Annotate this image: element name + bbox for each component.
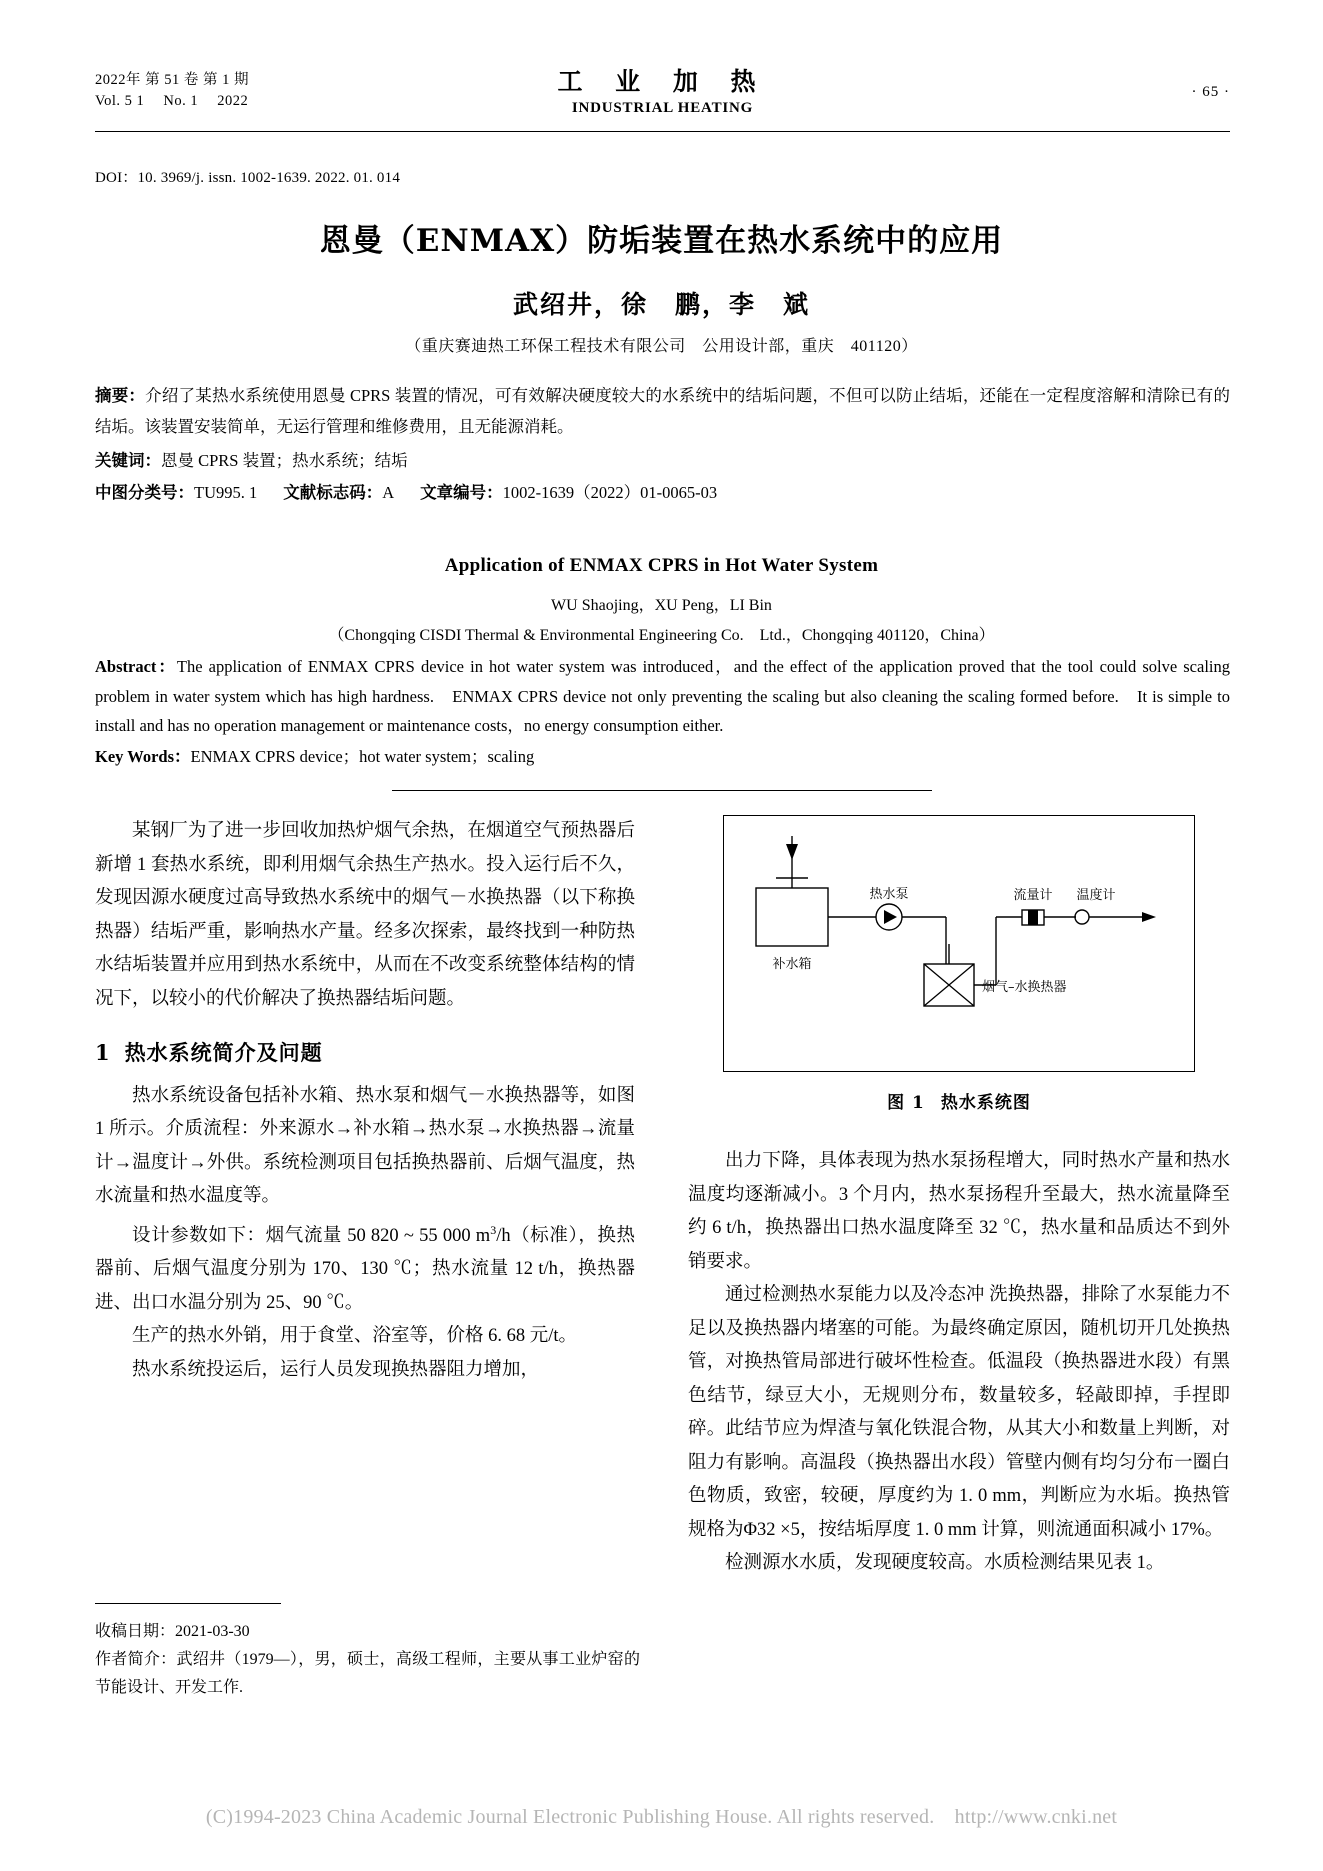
copyright-notice: (C)1994-2023 China Academic Journal Electronic Publishing House. All rights reserved. http://www.cnki.net: [205, 1806, 1118, 1828]
clc-value: TU995. 1: [194, 483, 258, 502]
author-bio-label: 作者简介：: [95, 1651, 177, 1668]
author-bio-line: [95, 1646, 640, 1702]
journal-title-cn: 工 业 加 热: [557, 67, 768, 96]
issue-info-cn: 2022年 第 51 卷 第 1 期: [95, 72, 249, 88]
design-params-sup: 3: [490, 1222, 497, 1237]
received-date-line: [95, 1618, 640, 1646]
abstract-en-text: The application of ENMAX CPRS device in hot water system was introduced，and the effect of the application proved that the tool could solve scaling problem in water system which has high hardness. ENMAX CPRS device not only preventing the scaling but also cleaning the scaling formed before. It is simple to install and has no operation management or maintenance costs，no energy consumption either.: [95, 657, 1230, 735]
received-date-label: 收稿日期：: [95, 1623, 176, 1640]
design-params-a: 设计参数如下：烟气流量 50 820 ~ 55 000 m: [132, 1225, 491, 1246]
svg-text:流量计: 流量计: [1013, 888, 1053, 903]
hot-water-system-diagram: [724, 816, 1194, 1071]
design-params-b: /h（标准），换热器前、后烟气温度分别为 170、130 ℃；热水流量 12 t/h，换热器进、出口水温分别为 25、90 ℃。: [95, 1225, 635, 1313]
issue-info-en: Vol. 5 1 No. 1 2022: [95, 93, 249, 109]
page-header: [95, 60, 1230, 130]
affiliation-en: （Chongqing CISDI Thermal & Environmental Engineering Co. Ltd.，Chongqing 401120，China）: [328, 627, 995, 644]
page-number: · 65 ·: [1191, 84, 1230, 100]
keywords-cn-label: 关键词：: [95, 451, 161, 470]
keywords-cn-text: 恩曼 CPRS 装置；热水系统；结垢: [161, 451, 408, 470]
paragraph-output-drop: 出力下降，具体表现为热水泵扬程增大，同时热水产量和热水温度均逐渐减小。3 个月内，热水泵扬程升至最大，热水流量降至约 6 t/h，换热器出口热水温度降至 32 ℃，热水量和品质达不到外销要求。: [688, 1151, 1230, 1272]
article-id-value: 1002-1639（2022）01-0065-03: [502, 483, 718, 502]
footnote-divider: [95, 1603, 281, 1604]
body-column-right: [688, 1145, 1230, 1581]
paragraph-inspection: 通过检测热水泵能力以及冷态冲 洗换热器，排除了水泵能力不足以及换热器内堵塞的可能。为最终确定原因，随机切开几处换热管，对换热管局部进行破坏性检查。低温段（换热器进水段）有黑色结节，绿豆大小，无规则分布，数量较多，轻敲即掉，手捏即碎。此结节应为焊渣与氧化铁混合物，从其大小和数量上判断，对阻力有影响。高温段（换热器出水段）管壁内侧有均匀分布一圈白色物质，致密，较硬，厚度约为 1. 0 mm，判断应为水垢。换热管规格为Φ32 ×5，按结垢厚度 1. 0 mm 计算，则流通面积减小 17%。: [688, 1285, 1230, 1540]
author-bio-text: 武绍井（1979—），男，硕士，高级工程师，主要从事工业炉窑的节能设计、开发工作.: [95, 1651, 640, 1696]
figure-1-title: 热水系统图: [940, 1093, 1031, 1113]
abstract-cn-label: 摘要：: [95, 386, 146, 405]
abstract-cn-text: 介绍了某热水系统使用恩曼 CPRS 装置的情况，可有效解决硬度较大的水系统中的结垢问题，不但可以防止结垢，还能在一定程度溶解和清除已有的结垢。该装置安装简单，无运行管理和维修费用，且无能源消耗。: [95, 386, 1230, 436]
abstract-en: [95, 652, 1230, 741]
paragraph-hot-water-sale: 生产的热水外销，用于食堂、浴室等，价格 6. 68 元/t。: [132, 1326, 578, 1347]
svg-text:热水泵: 热水泵: [869, 887, 909, 902]
received-date-value: 2021-03-30: [175, 1623, 250, 1640]
figure-1-number: 图 1: [887, 1093, 925, 1113]
doi-line: DOI：10. 3969/j. issn. 1002-1639. 2022. 01. 014: [95, 170, 401, 186]
svg-text:温度计: 温度计: [1076, 888, 1116, 903]
doc-code-label: 文献标志码：: [283, 483, 383, 502]
figure-1-caption: [688, 1088, 1230, 1113]
footnote-block: [95, 1618, 640, 1702]
svg-text:烟气–水换热器: 烟气–水换热器: [982, 980, 1067, 995]
authors-cn: 武绍井，徐 鹏，李 斌: [512, 290, 810, 319]
paragraph-resistance: 热水系统投运后，运行人员发现换热器阻力增加，: [132, 1359, 540, 1380]
abstract-en-label: Abstract：: [95, 657, 177, 676]
section-heading-1: [95, 1036, 635, 1070]
section-divider: [392, 790, 932, 791]
svg-text:补水箱: 补水箱: [772, 957, 812, 972]
body-column-left: [95, 815, 635, 1387]
figure-1-drawing: [723, 815, 1195, 1072]
paper-title-en: Application of ENMAX CPRS in Hot Water System: [444, 555, 879, 576]
paragraph-water-quality: 检测源水水质，发现硬度较高。水质检测结果见表 1。: [725, 1553, 1165, 1573]
article-id-label: 文章编号：: [420, 483, 503, 502]
keywords-en-text: ENMAX CPRS device；hot water system；scaling: [190, 747, 535, 766]
paragraph-design-params: [95, 1214, 635, 1321]
header-divider: [95, 131, 1230, 132]
section-number-1: 1: [95, 1040, 111, 1065]
affiliation-cn: （重庆赛迪热工环保工程技术有限公司 公用设计部，重庆 401120）: [405, 338, 918, 355]
journal-title-en: INDUSTRIAL HEATING: [571, 100, 754, 116]
figure-1: [688, 815, 1230, 1113]
clc-label: 中图分类号：: [95, 483, 194, 502]
classification-line: [95, 477, 1230, 508]
keywords-en-label: Key Words：: [95, 747, 191, 766]
authors-en: WU Shaojing，XU Peng，LI Bin: [551, 597, 772, 614]
section-title-1: 热水系统简介及问题: [124, 1040, 323, 1065]
doc-code-value: A: [382, 483, 395, 502]
keywords-cn: [95, 445, 1230, 476]
keywords-en: [95, 742, 1230, 772]
paragraph-system-overview: 热水系统设备包括补水箱、热水泵和烟气－水换热器等，如图 1 所示。介质流程：外来源水→补水箱→热水泵→水换热器→流量计→温度计→外供。系统检测项目包括换热器前、后烟气温度，热水流量和热水温度等。: [95, 1085, 635, 1206]
abstract-cn: [95, 380, 1230, 442]
paragraph-intro: 某钢厂为了进一步回收加热炉烟气余热，在烟道空气预热器后新增 1 套热水系统，即利用烟气余热生产热水。投入运行后不久，发现因源水硬度过高导致热水系统中的烟气－水换热器（以下称换热器）结垢严重，影响热水产量。经多次探索，最终找到一种防热水结垢装置并应用到热水系统中，从而在不改变系统整体结构的情况下，以较小的代价解决了换热器结垢问题。: [95, 821, 635, 1009]
issue-info: [95, 70, 249, 112]
paper-title-cn: 恩曼（ENMAX）防垢装置在热水系统中的应用: [319, 223, 1004, 259]
